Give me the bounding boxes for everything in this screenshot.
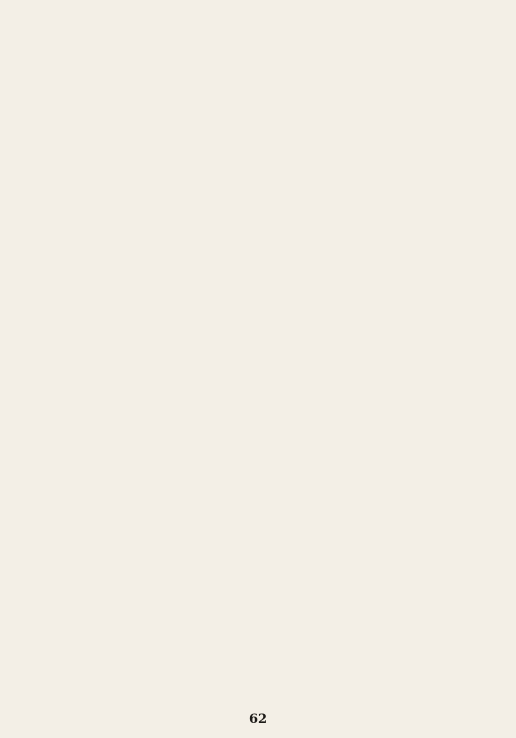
text-column (364, 372, 384, 708)
text-column (46, 0, 66, 362)
text-column (274, 0, 294, 362)
text-column (318, 372, 338, 708)
text-column (134, 372, 154, 708)
text-column (387, 372, 407, 708)
text-column (122, 0, 142, 362)
text-column (97, 0, 117, 362)
text-column (111, 372, 131, 708)
text-column (198, 0, 218, 362)
text-column (350, 0, 370, 362)
text-column (249, 0, 269, 362)
text-column (479, 372, 499, 708)
text-column (401, 0, 421, 362)
text-column (203, 372, 223, 708)
text-column (148, 0, 168, 362)
text-column (295, 372, 315, 708)
text-column (224, 0, 244, 362)
text-column (19, 372, 39, 708)
page-number: 62 (248, 712, 268, 727)
text-column (180, 372, 200, 708)
text-column (300, 0, 320, 362)
section-heading (71, 0, 91, 362)
text-column (341, 372, 361, 708)
text-column (410, 372, 430, 708)
text-column (65, 372, 85, 708)
text-column (325, 0, 345, 362)
text-column (427, 0, 447, 362)
text-column (226, 372, 246, 708)
text-column (433, 372, 453, 708)
text-column (157, 372, 177, 708)
text-column (42, 372, 62, 708)
text-column (452, 0, 472, 362)
text-column (21, 0, 41, 362)
text-column (477, 0, 497, 362)
text-column (173, 0, 193, 362)
text-column (88, 372, 108, 708)
text-column (376, 0, 396, 362)
text-column (456, 372, 476, 708)
text-column (249, 372, 269, 708)
text-column (272, 372, 292, 708)
